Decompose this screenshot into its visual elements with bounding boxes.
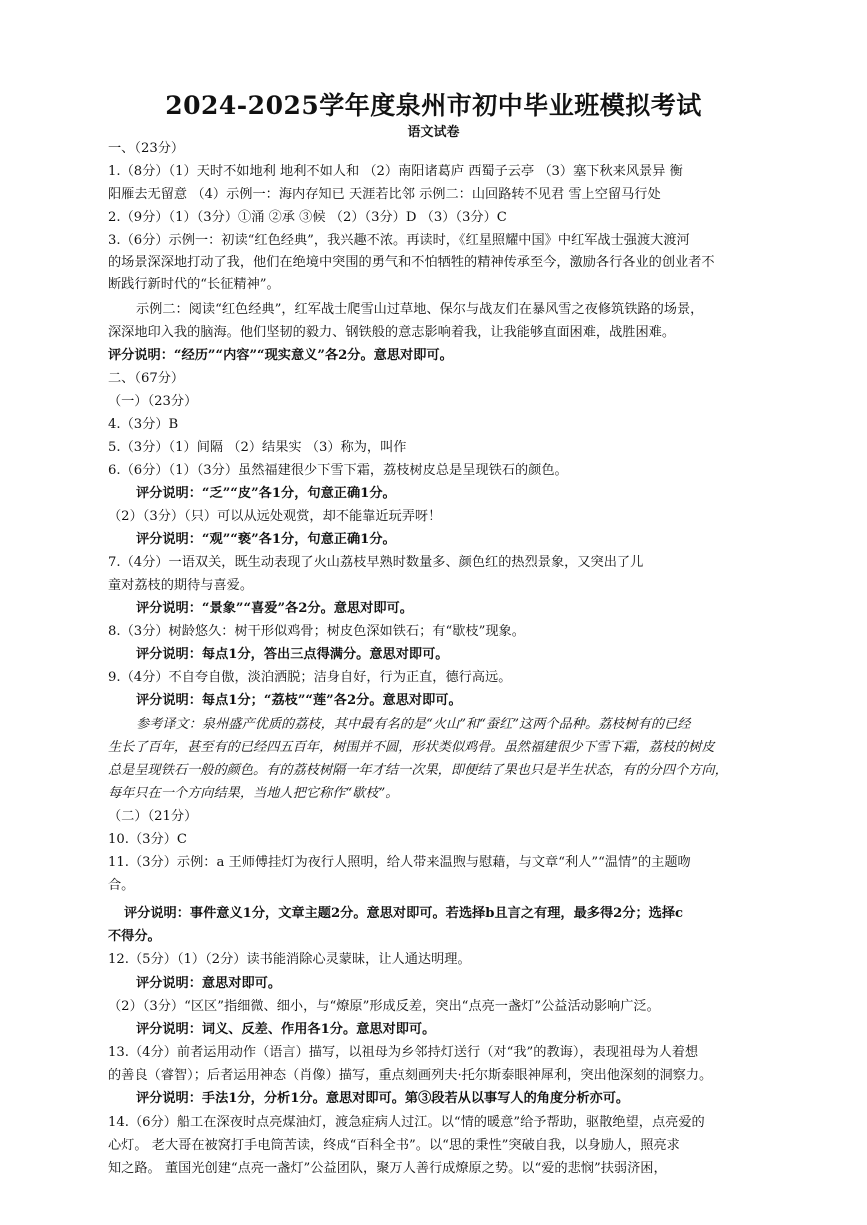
translation-line: 总是呈现铁石一般的颜色。有的荔枝树隔一年才结一次果，即便结了果也只是半生状态，有的分四个方向，	[108, 763, 728, 778]
answer-line: 12.（5分）（1）（2分）读书能消除心灵蒙昧，让人通达明理。	[108, 952, 471, 967]
answer-line: 示例二：阅读“红色经典”，红军战士爬雪山过草地、保尔与战友们在暴风雪之夜修筑铁路的场景，	[136, 302, 704, 317]
translation-line: 生长了百年，甚至有的已经四五百年，树围并不圆，形状类似鸡骨。虽然福建很少下雪下霜，荔枝的树皮	[108, 740, 715, 755]
answer-line: 11.（3分）示例：a 王师傅挂灯为夜行人照明，给人带来温煦与慰藉，与文章“利人”“温情”的主题吻	[108, 855, 691, 870]
scoring-note: 评分说明：意思对即可。	[136, 976, 282, 991]
answer-line: 阳雁去无留意 （4）示例一：海内存知已 天涯若比邻 示例二：山回路转不见君 雪上空留马行处	[108, 187, 661, 202]
page-subtitle: 语文试卷	[407, 125, 460, 140]
answer-line: 的场景深深地打动了我，他们在绝境中突围的勇气和不怕牺牲的精神传承至今，激励各行各业的创业者不	[108, 255, 715, 270]
answer-line: 知之路。 董国光创建“点亮一盏灯”公益团队，聚万人善行成燎原之势。以“爱的悲悯”扶弱济困，	[108, 1161, 667, 1176]
answer-line: 5.（3分）（1）间隔 （2）结果实 （3）称为，叫作	[108, 440, 407, 455]
scoring-note: 评分说明：“乏”“皮”各1分，句意正确1分。	[136, 486, 396, 501]
answer-line: 心灯。 老大哥在被窝打手电筒苦读，终成“百科全书”。以“思的秉性”突破自我，以身励人，照亮求	[108, 1138, 680, 1153]
translation-line: 每年只在一个方向结果，当地人把它称作“歇枝”。	[108, 786, 399, 801]
scoring-note: 评分说明：事件意义1分，文章主题2分。意思对即可。若选择b且言之有理，最多得2分；选择c	[124, 906, 684, 921]
scoring-note: 评分说明：手法1分，分析1分。意思对即可。第③段若从以事写人的角度分析亦可。	[136, 1091, 630, 1106]
answer-line: 的善良（睿智）；后者运用神态（肖像）描写，重点刻画列夫·托尔斯泰眼神犀利，突出他深刻的洞察力。	[108, 1068, 713, 1083]
translation-line: 参考译文：泉州盛产优质的荔枝，其中最有名的是“火山”和“蚕红”这两个品种。荔枝树有的已经	[136, 717, 691, 732]
answer-line: （2）（3分）（只）可以从远处观赏，却不能靠近玩弄呀！	[108, 509, 442, 524]
answer-line: 1.（8分）（1）天时不如地利 地利不如人和 （2）南阳诸葛庐 西蜀子云亭 （3）塞下秋来风景异 衡	[108, 164, 683, 179]
page-title: 2024-2025学年度泉州市初中毕业班模拟考试	[165, 91, 702, 120]
section-heading: 二、（67分）	[108, 371, 185, 386]
scoring-note: 评分说明：“观”“亵”各1分，句意正确1分。	[136, 532, 396, 547]
answer-line: （2）（3分）“区区”指细微、细小，与“燎原”形成反差，突出“点亮一盏灯”公益活动影响广泛。	[108, 999, 660, 1014]
answer-line: 4.（3分）B	[108, 417, 179, 432]
answer-line: 6.（6分）（1）（3分）虽然福建很少下雪下霜，荔枝树皮总是呈现铁石的颜色。	[108, 463, 568, 478]
scoring-note: 评分说明：“景象”“喜爱”各2分。意思对即可。	[136, 601, 413, 616]
answer-line: 9.（4分）不自夸自傲，淡泊洒脱；洁身自好，行为正直，德行高远。	[108, 670, 512, 685]
scoring-note: 评分说明：词义、反差、作用各1分。意思对即可。	[136, 1022, 436, 1037]
answer-line: 童对荔枝的期待与喜爱。	[108, 578, 254, 593]
answer-line: 14.（6分）船工在深夜时点亮煤油灯，渡急症病人过江。以“情的暖意”给予帮助，驱散绝望，点亮爱的	[108, 1115, 705, 1130]
answer-line: 合。	[108, 878, 135, 893]
section-heading: 一、（23分）	[108, 141, 185, 156]
scoring-note: 评分说明：每点1分；“荔枝”“莲”各2分。意思对即可。	[136, 693, 462, 708]
answer-line: 深深地印入我的脑海。他们坚韧的毅力、钢铁般的意志影响着我，让我能够直面困难，战胜困难。	[108, 325, 676, 340]
scoring-note: 不得分。	[108, 929, 161, 944]
scoring-note: 评分说明：“经历”“内容”“现实意义”各2分。意思对即可。	[108, 348, 453, 363]
answer-line: 2.（9分）（1）（3分）①涌 ②承 ③候 （2）（3分）D （3）（3分）C	[108, 210, 507, 225]
answer-line: 断践行新时代的“长征精神”。	[108, 277, 280, 292]
answer-line: 10.（3分）C	[108, 832, 188, 847]
section-heading: （一）（23分）	[108, 394, 198, 409]
answer-line: 13.（4分）前者运用动作（语言）描写，以祖母为乡邻持灯送行（对“我”的教诲），表现祖母为人着想	[108, 1045, 699, 1060]
scoring-note: 评分说明：每点1分，答出三点得满分。意思对即可。	[136, 647, 449, 662]
section-heading: （二）（21分）	[108, 809, 198, 824]
answer-line: 3.（6分）示例一：初读“红色经典”，我兴趣不浓。再读时，《红星照耀中国》中红军战士强渡大渡河	[108, 233, 690, 248]
answer-line: 7.（4分）一语双关，既生动表现了火山荔枝早熟时数量多、颜色红的热烈景象，又突出了儿	[108, 555, 644, 570]
answer-line: 8.（3分）树龄悠久：树干形似鸡骨；树皮色深如铁石；有“歇枝”现象。	[108, 624, 525, 639]
